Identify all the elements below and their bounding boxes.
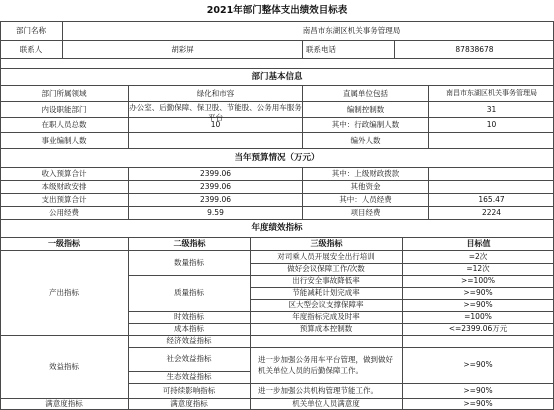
departments-label: 内设职能部门 [41, 104, 87, 114]
staff-row [0, 118, 554, 133]
phone-label: 联系电话 [302, 41, 394, 58]
income-label: 收入预算合计 [41, 169, 87, 179]
target-value: =100% [464, 312, 492, 322]
target-value: >=90% [463, 398, 493, 408]
level1-benefit: 效益指标 [49, 361, 79, 371]
header-level1: 一级指标 [48, 239, 80, 248]
other-label: 其他资金 [302, 181, 428, 193]
departments-value: 办公室、后勤保障、保卫股、节能股、公务用车服务平台 [129, 103, 302, 122]
level2-quality: 质量指标 [174, 288, 204, 298]
superior-value [428, 168, 554, 180]
level2-timeliness: 时效指标 [174, 312, 204, 322]
level2-cost: 成本指标 [174, 324, 204, 334]
project-value: 2224 [428, 207, 554, 219]
local-row [0, 181, 554, 194]
header-level3: 三级指标 [250, 238, 402, 250]
personnel-label: 其中：人员经费 [302, 194, 428, 206]
target-value: =2次 [468, 252, 488, 262]
performance-section-row [0, 220, 554, 238]
level3-item: 机关单位人员满意度 [292, 398, 360, 408]
dept-name-label: 部门名称 [16, 26, 46, 36]
inst-row [0, 133, 554, 149]
dept-name-value: 南昌市东湖区机关事务管理局 [62, 22, 554, 40]
level2-social: 社会效益指标 [166, 354, 212, 364]
outer-border-left [0, 22, 1, 410]
income-value: 2399.06 [128, 168, 302, 180]
target-value: <=2399.06万元 [448, 324, 508, 334]
expense-value: 2399.06 [128, 194, 302, 206]
public-value: 9.59 [128, 207, 302, 219]
level2-economic: 经济效益指标 [166, 336, 212, 346]
superior-label: 其中：上级财政拨款 [302, 168, 428, 180]
units-value: 南昌市东湖区机关事务管理局 [428, 86, 554, 101]
level3-item: 节能减耗计划完成率 [292, 288, 360, 298]
performance-header-row [0, 238, 554, 251]
contact-value: 胡彩屏 [62, 41, 302, 58]
level2-quantity: 数量指标 [174, 258, 204, 268]
sheet-title: 2021年部门整体支出绩效目标表 [206, 4, 348, 16]
level2-satisfaction: 满意度指标 [170, 398, 208, 408]
project-label: 项目经费 [302, 207, 428, 219]
dept-name-row [0, 22, 554, 41]
phone-value: 87838678 [394, 41, 554, 58]
target-value: =12次 [466, 264, 490, 274]
basic-section-title: 部门基本信息 [251, 71, 303, 82]
departments-row [0, 102, 554, 122]
expense-label: 支出预算合计 [41, 195, 87, 205]
inst-quota-label: 事业编制人数 [41, 135, 87, 145]
local-label: 本级财政安排 [41, 182, 87, 192]
inst-quota-value [128, 133, 302, 148]
quota-label: 编制控制数 [302, 102, 428, 117]
other-value [428, 181, 554, 193]
target-value: >=100% [460, 276, 495, 286]
performance-grid [0, 251, 554, 410]
budget-section-row [0, 149, 554, 168]
performance-section-title: 年度绩效指标 [251, 223, 303, 234]
units-label: 直属单位包括 [302, 86, 428, 101]
budget-section-title: 当年预算情况（万元） [234, 152, 320, 163]
staff-total-label: 在职人员总数 [41, 120, 87, 130]
public-row [0, 207, 554, 220]
field-value: 绿化和市容 [128, 86, 302, 101]
level3-item: 区大型会议支撑保障率 [288, 300, 364, 310]
level1-satisfaction: 满意度指标 [45, 398, 83, 408]
target-value: >=90% [463, 288, 493, 298]
field-row [0, 86, 554, 102]
income-row [0, 168, 554, 181]
level2-ecological: 生态效益指标 [166, 372, 212, 382]
level3-item: 做好会议保障工作/次数 [287, 264, 365, 274]
level3-item: 年度指标完成及时率 [292, 312, 360, 322]
field-label: 部门所属领域 [41, 88, 87, 98]
extra-value [428, 133, 554, 148]
target-value: >=90% [463, 385, 493, 395]
header-target: 目标值 [402, 238, 554, 250]
target-value: >=90% [463, 300, 493, 310]
level3-item: 进一步加强公共机构管理节能工作。 [258, 385, 378, 395]
basic-section-row [0, 69, 554, 86]
extra-label: 编外人数 [302, 133, 428, 148]
admin-quota-value: 10 [428, 118, 554, 132]
staff-total-value: 10 [128, 118, 302, 132]
level3-item: 进一步加强公务用车平台管理，做到做好机关单位人员的后勤保障工作。 [258, 355, 393, 375]
admin-quota-label: 其中：行政编制人数 [302, 118, 428, 132]
header-level2: 二级指标 [128, 238, 250, 250]
spacer-row [0, 59, 554, 69]
contact-row [0, 41, 554, 59]
contact-label: 联系人 [19, 44, 43, 54]
local-value: 2399.06 [128, 181, 302, 193]
expense-row [0, 194, 554, 207]
level1-output: 产出指标 [49, 288, 79, 298]
quota-value: 31 [428, 102, 554, 117]
title-row [0, 0, 554, 22]
level3-item: 对司乘人员开展安全出行培训 [277, 252, 375, 262]
public-label: 公用经费 [49, 208, 79, 218]
personnel-value: 165.47 [428, 194, 554, 206]
level3-item: 出行安全事故降低率 [292, 276, 360, 286]
target-value: >=90% [463, 360, 493, 370]
grid-hline [250, 335, 554, 336]
level2-sustainable: 可持续影响指标 [162, 385, 216, 395]
level3-item: 预算成本控制数 [299, 324, 353, 334]
